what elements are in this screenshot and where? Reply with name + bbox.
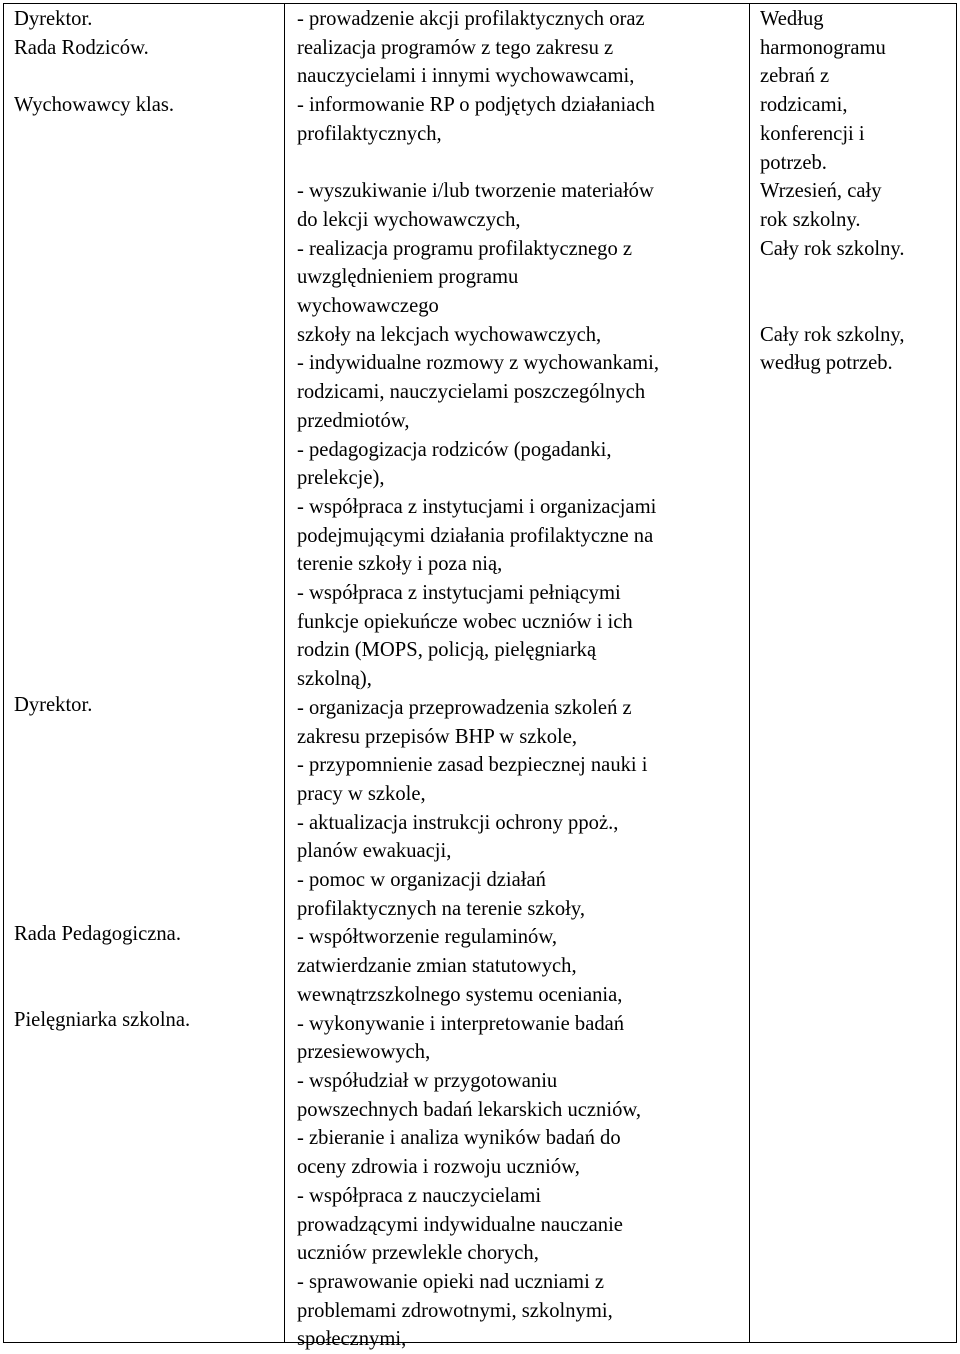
task-line: - wykonywanie i interpretowanie badań xyxy=(297,1012,625,1035)
schedule-line: harmonogramu xyxy=(760,36,886,59)
task-line: - zbieranie i analiza wyników badań do xyxy=(297,1127,621,1150)
task-line: - współpraca z instytucjami i organizacjami xyxy=(297,495,657,518)
task-line: terenie szkoły i poza nią, xyxy=(297,553,503,576)
schedule-line: potrzeb. xyxy=(760,151,827,174)
task-line: - współtworzenie regulaminów, xyxy=(297,926,558,949)
column-divider-1 xyxy=(284,3,285,1343)
task-line: realizacja programów z tego zakresu z xyxy=(297,36,614,59)
task-line: - informowanie RP o podjętych działaniach xyxy=(297,94,655,117)
task-line: - prowadzenie akcji profilaktycznych oraz xyxy=(297,8,645,30)
task-line: wewnątrzszkolnego systemu oceniania, xyxy=(297,983,623,1006)
task-line: planów ewakuacji, xyxy=(297,840,452,863)
schedule-spacer xyxy=(760,292,952,321)
task-line: profilaktycznych na terenie szkoły, xyxy=(297,897,586,920)
column-divider-2 xyxy=(749,3,750,1343)
task-line: - pedagogizacja rodziców (pogadanki, xyxy=(297,438,612,461)
bottom-school-nurse: Pielęgniarka szkolna. xyxy=(14,1009,191,1031)
schedule-column xyxy=(760,5,952,378)
schedule-line: konferencji i xyxy=(760,122,865,145)
task-line: nauczycielami i innymi wychowawcami, xyxy=(297,65,635,88)
task-line: - pomoc w organizacji działań xyxy=(297,869,546,892)
schedule-line: Cały rok szkolny, xyxy=(760,323,905,346)
task-line: - aktualizacja instrukcji ochrony ppoż., xyxy=(297,811,619,834)
schedule-line: rok szkolny. xyxy=(760,208,861,231)
left-top-group xyxy=(14,5,279,120)
task-spacer xyxy=(297,149,745,178)
task-line: - współpraca z instytucjami pełniącymi xyxy=(297,582,621,605)
task-line: rodzin (MOPS, policją, pielęgniarką xyxy=(297,639,597,662)
task-line: profilaktycznych, xyxy=(297,122,442,145)
responsible-line: Rada Rodziców. xyxy=(14,36,149,59)
bottom-director: Dyrektor. xyxy=(14,694,93,716)
task-line: rodzicami, nauczycielami poszczególnych xyxy=(297,381,646,404)
task-line: problemami zdrowotnymi, szkolnymi, xyxy=(297,1299,613,1322)
schedule-line: według potrzeb. xyxy=(760,352,893,375)
task-line: funkcje opiekuńcze wobec uczniów i ich xyxy=(297,610,633,633)
responsible-line: Dyrektor. xyxy=(14,8,93,30)
task-line: powszechnych badań lekarskich uczniów, xyxy=(297,1098,642,1121)
tasks-column xyxy=(297,5,745,1354)
bottom-teachers-council: Rada Pedagogiczna. xyxy=(14,923,181,945)
task-line: - wyszukiwanie i/lub tworzenie materiałów xyxy=(297,180,654,203)
task-line: prowadzącymi indywidualne nauczanie xyxy=(297,1213,623,1236)
task-line: uczniów przewlekle chorych, xyxy=(297,1242,539,1265)
task-line: - przypomnienie zasad bezpiecznej nauki i xyxy=(297,754,648,777)
task-line: szkolną), xyxy=(297,668,372,691)
task-line: zatwierdzanie zmian statutowych, xyxy=(297,955,577,978)
responsible-spacer xyxy=(14,62,279,91)
task-line: prelekcje), xyxy=(297,467,385,490)
task-line: wychowawczego xyxy=(297,295,439,318)
schedule-line: Według xyxy=(760,8,824,30)
schedule-spacer xyxy=(760,263,952,292)
task-line: uwzględnieniem programu xyxy=(297,266,519,289)
task-line: - współpraca z nauczycielami xyxy=(297,1184,542,1207)
task-line: oceny zdrowia i rozwoju uczniów, xyxy=(297,1156,580,1179)
schedule-line: zebrań z xyxy=(760,65,830,88)
schedule-line: Wrzesień, cały xyxy=(760,180,882,203)
task-line: - realizacja programu profilaktycznego z xyxy=(297,237,633,260)
task-line: szkoły na lekcjach wychowawczych, xyxy=(297,323,602,346)
task-line: pracy w szkole, xyxy=(297,782,426,805)
task-line: przedmiotów, xyxy=(297,409,410,432)
task-line: - sprawowanie opieki nad uczniami z xyxy=(297,1270,605,1293)
task-line: podejmującymi działania profilaktyczne na xyxy=(297,524,654,547)
task-line: zakresu przepisów BHP w szkole, xyxy=(297,725,578,748)
task-line: przesiewowych, xyxy=(297,1041,431,1064)
task-line: do lekcji wychowawczych, xyxy=(297,208,521,231)
task-line: - współudział w przygotowaniu xyxy=(297,1070,558,1092)
task-line: - indywidualne rozmowy z wychowankami, xyxy=(297,352,660,375)
task-line: społecznymi, xyxy=(297,1328,407,1351)
schedule-line: rodzicami, xyxy=(760,94,848,117)
task-line: - organizacja przeprowadzenia szkoleń z xyxy=(297,696,632,719)
schedule-line: Cały rok szkolny. xyxy=(760,237,905,260)
responsible-line: Wychowawcy klas. xyxy=(14,94,175,117)
responsible-persons-column xyxy=(14,5,279,1340)
